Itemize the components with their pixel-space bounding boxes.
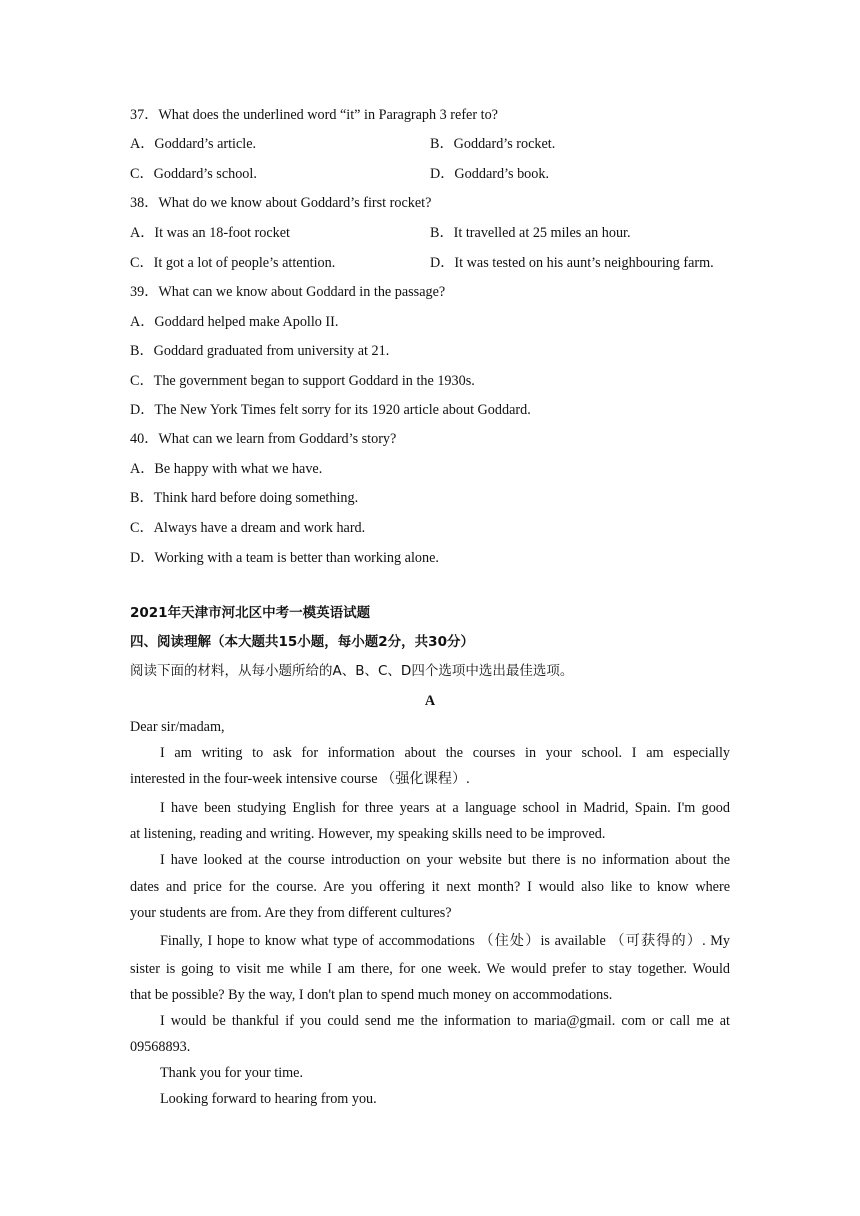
question-40-option-b: B．Think hard before doing something.: [130, 490, 359, 506]
letter-paragraph-2-line-1: I have been studying English for three years at a language school in Madrid, Spain. I'm good: [160, 800, 730, 816]
question-40-option-c: C．Always have a dream and work hard.: [130, 520, 366, 536]
question-38-option-b: B．It travelled at 25 miles an hour.: [430, 225, 631, 241]
letter-paragraph-4-line-1: Finally, I hope to know what type of accommodations （住处）is available （可获得的）. My: [160, 933, 730, 949]
question-38-option-c: C．It got a lot of people’s attention.: [130, 255, 336, 271]
letter-paragraph-2-line-2: at listening, reading and writing. However, my speaking skills need to be improved.: [130, 826, 606, 842]
question-40-stem: 40．What can we learn from Goddard’s story?: [130, 431, 397, 447]
question-39-option-c: C．The government began to support Goddard in the 1930s.: [130, 373, 475, 389]
question-40-option-d: D．Working with a team is better than working alone.: [130, 550, 439, 566]
question-38-option-d: D．It was tested on his aunt’s neighbouring farm.: [430, 255, 714, 271]
question-37-option-d: D．Goddard’s book.: [430, 166, 550, 182]
question-37-option-b: B．Goddard’s rocket.: [430, 136, 556, 152]
question-40-option-a: A．Be happy with what we have.: [130, 461, 323, 477]
letter-paragraph-4-line-2: sister is going to visit me while I am there, for one week. We would prefer to stay together. Would: [130, 961, 730, 977]
letter-salutation: Dear sir/madam,: [130, 719, 225, 735]
question-37-stem: 37．What does the underlined word “it” in Paragraph 3 refer to?: [130, 107, 498, 123]
letter-paragraph-5-line-1: I would be thankful if you could send me the information to maria@gmail. com or call me at: [160, 1013, 730, 1029]
question-39-option-a: A．Goddard helped make Apollo II.: [130, 314, 339, 330]
section-instruction: 阅读下面的材料，从每小题所给的A、B、C、D四个选项中选出最佳选项。: [130, 663, 574, 679]
question-37-option-a: A．Goddard’s article.: [130, 136, 257, 152]
letter-closing-thanks: Thank you for your time.: [160, 1065, 304, 1081]
letter-paragraph-1-line-1: I am writing to ask for information about the courses in your school. I am especially: [160, 745, 730, 761]
question-38-stem: 38．What do we know about Goddard’s first rocket?: [130, 195, 432, 211]
letter-paragraph-4-line-3: that be possible? By the way, I don't plan to spend much money on accommodations.: [130, 987, 613, 1003]
question-39-option-d: D．The New York Times felt sorry for its 1920 article about Goddard.: [130, 402, 531, 418]
letter-paragraph-3-line-1: I have looked at the course introduction on your website but there is no information about the: [160, 852, 730, 868]
letter-paragraph-3-line-2: dates and price for the course. Are you offering it next month? I would also like to know where: [130, 879, 730, 895]
question-39-option-b: B．Goddard graduated from university at 21.: [130, 343, 390, 359]
question-39-stem: 39．What can we know about Goddard in the passage?: [130, 284, 446, 300]
letter-paragraph-1-line-2: interested in the four-week intensive course （强化课程）.: [130, 771, 470, 787]
letter-closing-forward: Looking forward to hearing from you.: [160, 1091, 377, 1107]
passage-label: A: [424, 693, 436, 709]
letter-paragraph-5-line-2: 09568893.: [130, 1039, 191, 1055]
section-heading: 四、阅读理解（本大题共15小题，每小题2分，共30分）: [130, 634, 474, 650]
letter-paragraph-3-line-3: your students are from. Are they from different cultures?: [130, 905, 452, 921]
exam-title: 2021年天津市河北区中考一模英语试题: [130, 605, 371, 621]
question-37-option-c: C．Goddard’s school.: [130, 166, 257, 182]
question-38-option-a: A．It was an 18-foot rocket: [130, 225, 290, 241]
